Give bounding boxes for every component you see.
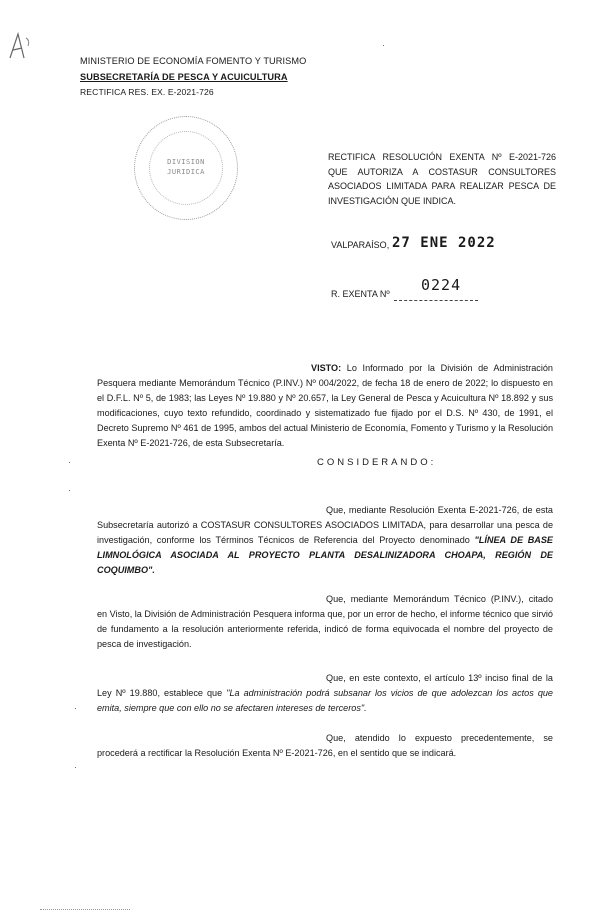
project-name: "LÍNEA DE BASE LIMNOLÓGICA ASOCIADA AL PROYECTO PLANTA DESALINIZADORA CHOAPA, REGIÓN DE COQUIMBO". <box>97 535 553 575</box>
considerando-p3-text: Que, en este contexto, el artículo 13º inciso final de la Ley Nº 19.880, establece que <box>97 673 553 698</box>
margin-mark: · <box>68 457 71 467</box>
considerando-paragraph-1 <box>97 503 553 578</box>
margin-mark: · <box>74 703 77 713</box>
margin-mark: · <box>68 485 71 495</box>
resolution-number-line <box>394 300 478 301</box>
margin-mark: · <box>74 762 77 772</box>
considerando-p1-text: Que, mediante Resolución Exenta E-2021-726, de esta Subsecretaría autorizó a COSTASUR CONSULTORES ASOCIADOS LIMITADA, para desarrollar una pesca de investigación, conforme los Términos Técnicos de Referencia del Proyecto denominado <box>97 505 553 545</box>
considerando-paragraph-4 <box>97 731 553 761</box>
ministry-name: MINISTERIO DE ECONOMÍA FOMENTO Y TURISMO <box>80 56 307 66</box>
division-stamp <box>134 116 238 220</box>
stamp-line-1: DIVISION <box>167 158 205 166</box>
law-quote: "La administración podrá subsanar los vicios de que adolezcan los actos que emita, siempre que con ello no se afectaren intereses de terceros". <box>97 688 553 713</box>
considerando-paragraph-3 <box>97 671 553 716</box>
scan-edge-mark <box>40 909 130 910</box>
resolution-label: R. EXENTA Nº <box>331 289 390 299</box>
considerando-title: CONSIDERANDO: <box>317 457 437 468</box>
considerando-p2-text: Que, mediante Memorándum Técnico (P.INV.), citado en Visto, la División de Administración Pesquera informa que, por un error de hecho, el informe técnico que sirvió de fundamento a la resolución anteriormente referida, indicó de forma equivocada el nombre del proyecto de pesca de investigación. <box>97 594 553 649</box>
scan-dot: · <box>382 40 385 50</box>
resolution-subject: RECTIFICA RESOLUCIÓN EXENTA Nº E-2021-726 QUE AUTORIZA A COSTASUR CONSULTORES ASOCIADOS LIMITADA PARA REALIZAR PESCA DE INVESTIGACIÓN QUE INDICA. <box>328 152 556 206</box>
resolution-number: 0224 <box>421 276 462 294</box>
visto-title: VISTO: <box>311 363 342 373</box>
considerando-p4-text: Que, atendido lo expuesto precedentemente, se procederá a rectificar la Resolución Exenta Nº E-2021-726, en el sentido que se indicará. <box>97 733 553 758</box>
considerando-paragraph-2 <box>97 592 553 652</box>
visto-paragraph <box>97 361 553 451</box>
date-stamp: 27 ENE 2022 <box>392 235 496 251</box>
stamp-line-2: JURIDICA <box>167 168 205 176</box>
place-label: VALPARAÍSO, <box>331 240 390 250</box>
handwritten-mark-icon <box>4 28 36 66</box>
reference-code: RECTIFICA RES. EX. E-2021-726 <box>80 87 214 97</box>
visto-text: Lo Informado por la División de Administración Pesquera mediante Memorándum Técnico (P.INV.) Nº 004/2022, de fecha 18 de enero de 2022; lo dispuesto en el D.F.L. Nº 5, de 1983; las Leyes Nº 19.880 y Nº 20.657, la Ley General de Pesca y Acuicultura Nº 18.892 y sus modificaciones, cuyo texto refundido, coordinado y sistematizado fue fijado por el D.S. Nº 430, de 1991, el Decreto Supremo Nº 461 de 1995, ambos del actual Ministerio de Economía, Fomento y Turismo y la Resolución Exenta Nº E-2021-726, de esta Subsecretaría. <box>97 363 553 448</box>
subsecretaria-name: SUBSECRETARÍA DE PESCA Y ACUICULTURA <box>80 72 288 82</box>
